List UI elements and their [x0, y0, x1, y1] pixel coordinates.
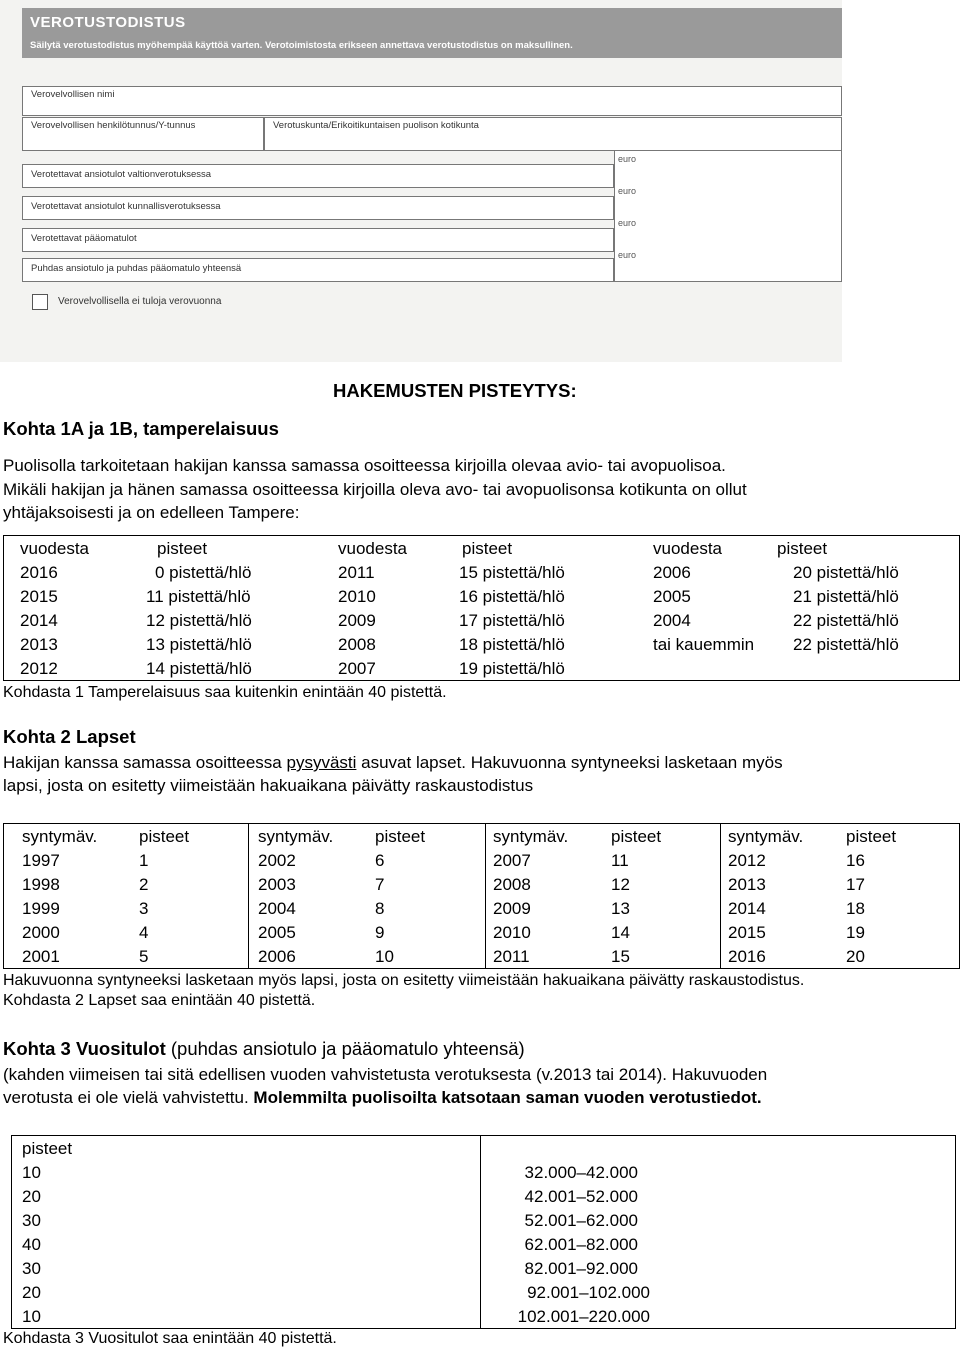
- page-heading: HAKEMUSTEN PISTEYTYS:: [333, 380, 577, 401]
- points-cell: 20: [22, 1283, 41, 1302]
- section2-note: Kohdasta 2 Lapset saa enintään 40 pistettä.: [3, 992, 316, 1009]
- year-cell: 1997: [22, 851, 60, 870]
- tax-form-subtitle: Säilytä verotustodistus myöhempää käyttöä varten. Verotoimistosta erikseen annettava verotustodistus on maksullinen.: [30, 40, 573, 51]
- text-run: Hakijan kanssa samassa osoitteessa: [3, 753, 287, 772]
- points-cell: 16: [846, 851, 865, 870]
- year-cell: 2004: [653, 611, 691, 630]
- points-cell: 2: [139, 875, 149, 894]
- year-cell: 2003: [258, 875, 296, 894]
- year-cell: 2008: [338, 635, 376, 654]
- points-cell: 3: [139, 899, 149, 918]
- points-cell: 14: [611, 923, 630, 942]
- year-cell: 2006: [258, 947, 296, 966]
- tax-form-title: VEROTUSTODISTUS: [30, 14, 186, 31]
- points-cell: 40: [22, 1235, 41, 1254]
- field-label: Verotettavat ansiotulot kunnallisverotuksessa: [31, 201, 221, 212]
- points-cell: 9: [375, 923, 385, 942]
- year-cell: 2013: [20, 635, 58, 654]
- field-label: Verotettavat ansiotulot valtionverotuksessa: [31, 169, 212, 180]
- year-cell: 2012: [728, 851, 766, 870]
- points-cell: 22 pistettä/hlö: [793, 635, 899, 654]
- col-header: pisteet: [611, 827, 662, 846]
- column-divider: [485, 823, 486, 969]
- section1-title: Kohta 1A ja 1B, tamperelaisuus: [3, 418, 279, 439]
- col-header: pisteet: [375, 827, 426, 846]
- points-cell: 20: [22, 1187, 41, 1206]
- col-header: syntymäv.: [22, 827, 98, 846]
- state-income-field: [22, 164, 614, 188]
- section3-text-line: (kahden viimeisen tai sitä edellisen vuoden vahvistetusta verotuksesta (v.2013 tai 2014). Hakuvuoden: [3, 1065, 768, 1084]
- year-cell: 2002: [258, 851, 296, 870]
- income-points-table: [11, 1135, 956, 1329]
- year-cell: 2013: [728, 875, 766, 894]
- year-cell: 2008: [493, 875, 531, 894]
- year-cell: 1999: [22, 899, 60, 918]
- section2-title: Kohta 2 Lapset: [3, 726, 136, 747]
- points-cell: 11: [611, 851, 629, 870]
- year-cell: tai kauemmin: [653, 635, 755, 654]
- text-run: verotusta ei ole vielä vahvistettu.: [3, 1088, 254, 1107]
- col-header: pisteet: [846, 827, 897, 846]
- points-cell: 19: [846, 923, 865, 942]
- euro-label: euro: [618, 186, 637, 196]
- points-cell: 13: [611, 899, 630, 918]
- income-range-cell: 82.001–92.000: [524, 1259, 638, 1278]
- points-cell: 17: [846, 875, 865, 894]
- year-cell: 2011: [493, 947, 530, 966]
- col-header: pisteet: [462, 539, 513, 558]
- year-cell: 2014: [20, 611, 58, 630]
- year-cell: 2014: [728, 899, 766, 918]
- taxpayer-id-field: [22, 117, 264, 151]
- col-header: pisteet: [157, 539, 208, 558]
- points-cell: 16 pistettä/hlö: [459, 587, 565, 606]
- points-cell: 18: [846, 899, 865, 918]
- column-divider: [480, 1135, 481, 1329]
- text-run-underlined: pysyvästi: [286, 753, 357, 772]
- amount-column: [614, 150, 842, 282]
- points-cell: 6: [375, 851, 385, 870]
- year-cell: 2007: [338, 659, 376, 678]
- text-run: asuvat lapset. Hakuvuonna syntyneeksi lasketaan myös: [356, 753, 783, 772]
- tax-certificate-scan: [0, 0, 842, 362]
- column-divider: [248, 823, 249, 969]
- year-cell: 2005: [258, 923, 296, 942]
- points-cell: 11 pistettä/hlö: [146, 587, 251, 606]
- points-cell: 18 pistettä/hlö: [459, 635, 565, 654]
- income-range-cell: 62.001–82.000: [524, 1235, 638, 1254]
- points-cell: 4: [139, 923, 149, 942]
- year-cell: 2010: [338, 587, 376, 606]
- field-label: Verotettavat pääomatulot: [31, 233, 137, 244]
- municipality-field: [264, 117, 842, 151]
- points-cell: 30: [22, 1259, 41, 1278]
- points-cell: 8: [375, 899, 385, 918]
- section3-text-line: [3, 1087, 762, 1108]
- year-cell: 2012: [20, 659, 58, 678]
- year-cell: 1998: [22, 875, 60, 894]
- col-header: vuodesta: [338, 539, 407, 558]
- points-cell: 14 pistettä/hlö: [146, 659, 252, 678]
- points-cell: 10: [375, 947, 394, 966]
- points-cell: 5: [139, 947, 149, 966]
- income-range-cell: 42.001–52.000: [524, 1187, 638, 1206]
- column-divider: [3, 823, 4, 969]
- year-cell: 2000: [22, 923, 60, 942]
- col-header: vuodesta: [653, 539, 722, 558]
- col-header: vuodesta: [20, 539, 89, 558]
- income-range-cell: 92.001–102.000: [527, 1283, 650, 1302]
- year-cell: 2001: [22, 947, 60, 966]
- section3-title-suffix: (puhdas ansiotulo ja pääomatulo yhteensä): [165, 1038, 525, 1059]
- year-cell: 2009: [493, 899, 531, 918]
- points-cell: 30: [22, 1211, 41, 1230]
- year-cell: 2015: [20, 587, 58, 606]
- col-header: syntymäv.: [258, 827, 334, 846]
- year-cell: 2015: [728, 923, 766, 942]
- year-cell: 2009: [338, 611, 376, 630]
- points-cell: 0 pistettä/hlö: [155, 563, 252, 582]
- points-cell: 21 pistettä/hlö: [793, 587, 899, 606]
- section2-text-line: lapsi, josta on esitetty viimeistään hakuaikana päivätty raskaustodistus: [3, 776, 534, 795]
- section1-note: Kohdasta 1 Tamperelaisuus saa kuitenkin enintään 40 pistettä.: [3, 684, 447, 701]
- field-label: Verovelvollisen nimi: [31, 89, 115, 100]
- euro-label: euro: [618, 154, 637, 164]
- income-range-cell: 102.001–220.000: [517, 1307, 650, 1326]
- section1-intro-line: yhtäjaksoisesti ja on edelleen Tampere:: [3, 503, 300, 522]
- text-run-bold: Molemmilta puolisoilta katsotaan saman vuoden verotustiedot.: [253, 1088, 762, 1107]
- field-label: Puhdas ansiotulo ja puhdas pääomatulo yhteensä: [31, 263, 242, 274]
- points-cell: 10: [22, 1163, 41, 1182]
- capital-income-field: [22, 228, 614, 252]
- year-cell: 2016: [20, 563, 58, 582]
- section3-title-line: [3, 1038, 525, 1059]
- points-cell: 20: [846, 947, 865, 966]
- col-header: syntymäv.: [493, 827, 569, 846]
- field-label: Verovelvollisen henkilötunnus/Y-tunnus: [31, 120, 196, 131]
- points-cell: 22 pistettä/hlö: [793, 611, 899, 630]
- points-cell: 19 pistettä/hlö: [459, 659, 565, 678]
- year-cell: 2006: [653, 563, 691, 582]
- points-cell: 1: [139, 851, 149, 870]
- income-range-cell: 52.001–62.000: [524, 1211, 638, 1230]
- points-cell: 10: [22, 1307, 41, 1326]
- section1-intro-line: Mikäli hakijan ja hänen samassa osoitteessa kirjoilla oleva avo- tai avopuolisonsa kotikunta on ollut: [3, 480, 747, 499]
- year-cell: 2004: [258, 899, 296, 918]
- points-cell: 15: [611, 947, 630, 966]
- no-income-checkbox: [32, 294, 48, 310]
- points-cell: 12: [611, 875, 630, 894]
- section3-note: Kohdasta 3 Vuositulot saa enintään 40 pistettä.: [3, 1330, 337, 1347]
- section1-intro-line: Puolisolla tarkoitetaan hakijan kanssa samassa osoitteessa kirjoilla olevaa avio- tai avopuolisoa.: [3, 456, 726, 475]
- points-cell: 7: [375, 875, 385, 894]
- field-label: Verotuskunta/Erikoitikuntaisen puolison kotikunta: [273, 120, 479, 131]
- points-cell: 15 pistettä/hlö: [459, 563, 565, 582]
- column-divider: [720, 823, 721, 969]
- taxpayer-name-field: [22, 86, 842, 116]
- section3-title: Kohta 3 Vuositulot: [3, 1038, 166, 1059]
- points-cell: 17 pistettä/hlö: [459, 611, 565, 630]
- no-income-label: Verovelvollisella ei tuloja verovuonna: [58, 296, 222, 307]
- euro-label: euro: [618, 218, 637, 228]
- euro-label: euro: [618, 250, 637, 260]
- points-cell: 20 pistettä/hlö: [793, 563, 899, 582]
- year-cell: 2005: [653, 587, 691, 606]
- year-cell: 2011: [338, 563, 375, 582]
- total-income-field: [22, 258, 614, 282]
- year-cell: 2007: [493, 851, 531, 870]
- year-cell: 2010: [493, 923, 531, 942]
- tax-form-header: [22, 8, 842, 58]
- points-cell: 12 pistettä/hlö: [146, 611, 252, 630]
- col-header: pisteet: [22, 1139, 73, 1158]
- section2-note: Hakuvuonna syntyneeksi lasketaan myös lapsi, josta on esitetty viimeistään hakuaikana päivätty raskaustodistus.: [3, 972, 805, 989]
- income-range-cell: 32.000–42.000: [524, 1163, 638, 1182]
- col-header: pisteet: [777, 539, 828, 558]
- section2-text-line: [3, 752, 783, 773]
- points-cell: 13 pistettä/hlö: [146, 635, 252, 654]
- col-header: syntymäv.: [728, 827, 804, 846]
- municipal-income-field: [22, 196, 614, 220]
- col-header: pisteet: [139, 827, 190, 846]
- year-cell: 2016: [728, 947, 766, 966]
